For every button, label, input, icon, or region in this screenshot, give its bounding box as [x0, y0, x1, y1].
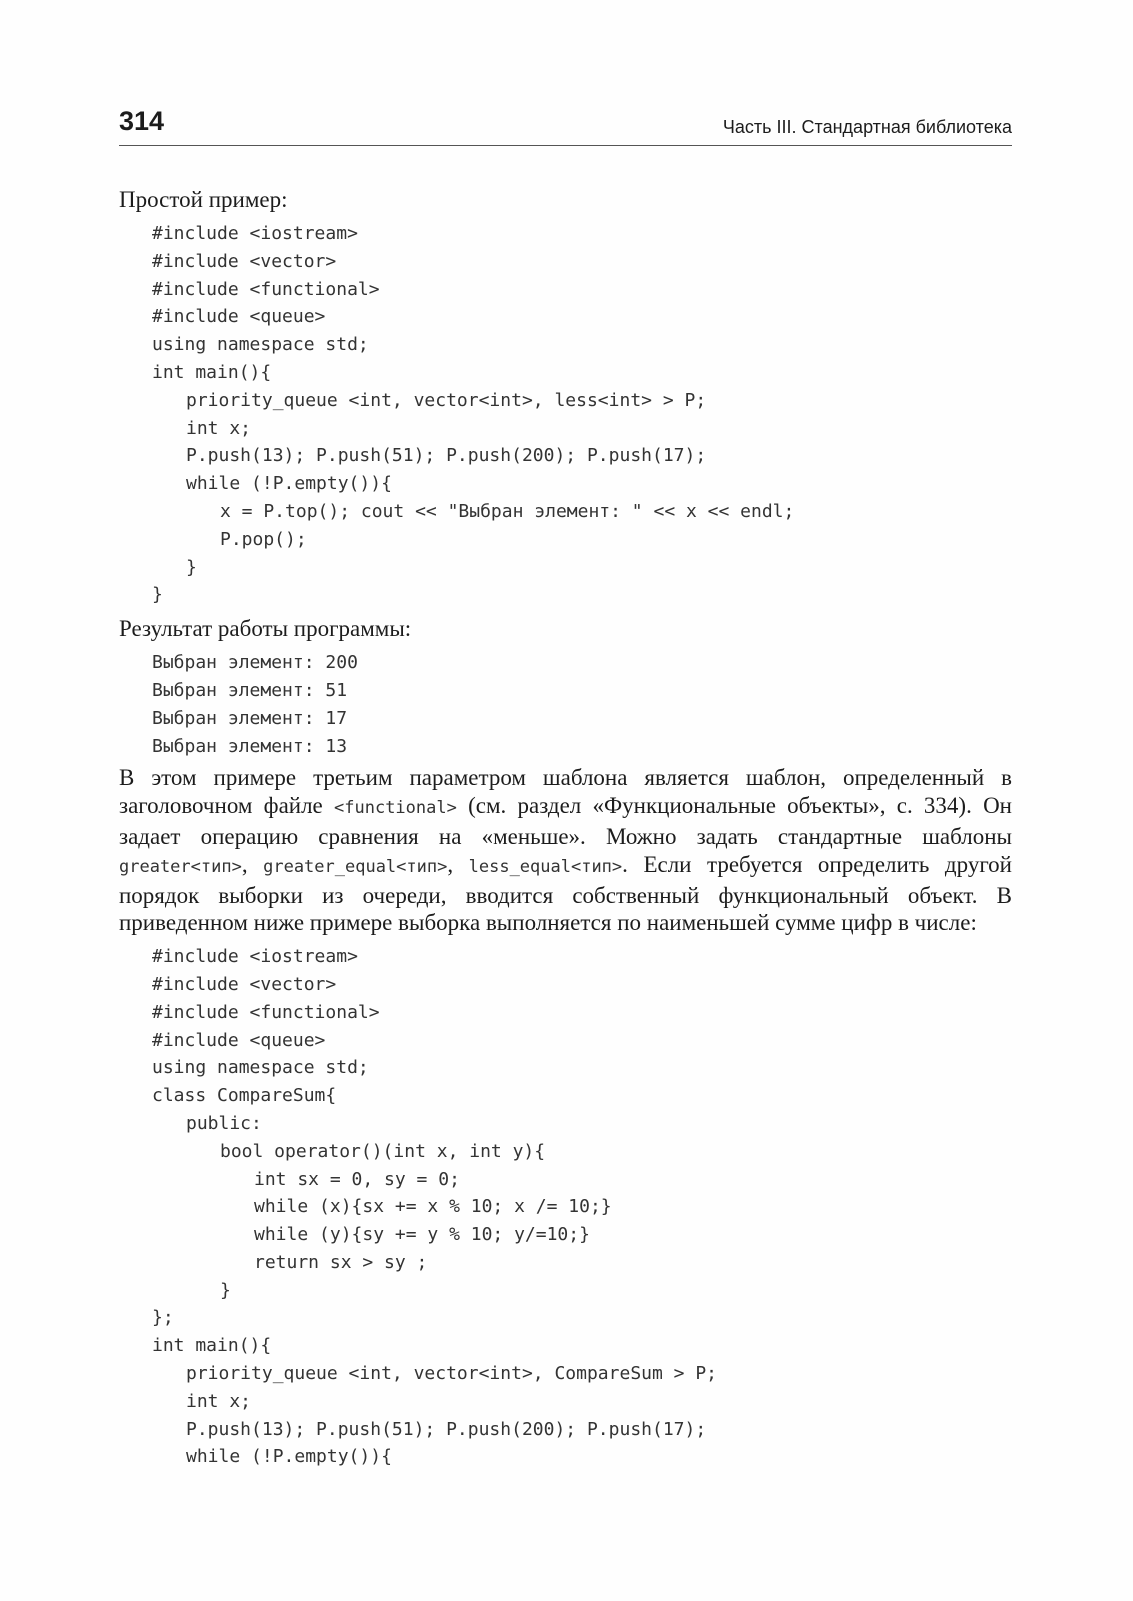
code-line: }	[220, 1279, 231, 1301]
page-content	[119, 186, 1012, 1471]
code-line: #include <iostream>	[152, 223, 358, 244]
paragraph-text: (см. раздел «Функциональные объекты», с. 334). Он задает операцию сравнения на «меньше». Можно задать стандартные шаблоны	[119, 793, 1012, 849]
inline-code: greater<тип>	[119, 856, 242, 877]
code-block-1	[119, 220, 1012, 609]
code-line: priority_queue <int, vector<int>, CompareSum > P;	[186, 1363, 718, 1385]
code-line: #include <functional>	[152, 1001, 380, 1023]
code-line: P.pop();	[220, 528, 307, 550]
code-line: while (!P.empty()){	[186, 473, 392, 495]
code-line: using namespace std;	[152, 1057, 369, 1079]
code-line: };	[152, 1307, 174, 1329]
code-line: x = P.top(); cout << "Выбран элемент: " << x << endl;	[220, 500, 795, 522]
result-label: Результат работы программы:	[119, 616, 412, 642]
code-line: while (y){sy += y % 10; y/=10;}	[254, 1224, 590, 1246]
code-line: }	[152, 584, 163, 606]
code-line: Выбран элемент: 51	[152, 679, 348, 701]
code-line: Выбран элемент: 200	[152, 652, 358, 674]
code-line: #include <queue>	[152, 1029, 326, 1051]
inline-code: less_equal<тип>	[468, 856, 623, 877]
code-line: #include <vector>	[152, 250, 337, 272]
page-number: 314	[119, 106, 165, 136]
paragraph-separator: ,	[241, 851, 264, 877]
paragraph-text: . Если требуется определить другой порядок выборки из очереди, вводится собственный функциональный объект. В приведенном ниже примере выборка выполняется по наименьшей сумме цифр в числе:	[119, 851, 1012, 936]
code-line: int main(){	[152, 361, 272, 383]
code-line: #include <vector>	[152, 973, 337, 995]
paragraph-text: В этом примере третьим параметром шаблона является шаблон, определенный в заголовочном файле	[119, 765, 1012, 819]
code-line: class CompareSum{	[152, 1085, 337, 1107]
code-line: Выбран элемент: 17	[152, 707, 348, 729]
code-line: int x;	[186, 417, 252, 439]
code-line: using namespace std;	[152, 334, 369, 356]
code-line: #include <functional>	[152, 278, 380, 300]
page-header	[119, 105, 1012, 146]
code-line: while (x){sx += x % 10; x /= 10;}	[254, 1196, 612, 1218]
code-line: int main(){	[152, 1335, 272, 1357]
code-line: priority_queue <int, vector<int>, less<int> > P;	[186, 389, 707, 411]
code-line: return sx > sy ;	[254, 1251, 428, 1273]
code-line: public:	[186, 1112, 262, 1134]
intro-label: Простой пример:	[119, 187, 288, 212]
code-line: P.push(13); P.push(51); P.push(200); P.push(17);	[186, 1418, 707, 1440]
running-head: Часть III. Стандартная библиотека	[722, 117, 1012, 137]
inline-code: <functional>	[334, 798, 457, 819]
paragraph-separator: ,	[447, 851, 469, 877]
code-line: int x;	[186, 1390, 252, 1412]
code-block-2	[119, 943, 1012, 1471]
body-paragraph	[119, 764, 1012, 937]
code-line: Выбран элемент: 13	[152, 735, 348, 757]
inline-code: greater_equal<тип>	[263, 856, 448, 877]
code-line: bool operator()(int x, int y){	[220, 1140, 546, 1162]
code-line: #include <queue>	[152, 306, 326, 328]
code-line: P.push(13); P.push(51); P.push(200); P.push(17);	[186, 445, 707, 467]
code-line: while (!P.empty()){	[186, 1446, 392, 1468]
code-line: int sx = 0, sy = 0;	[254, 1168, 460, 1190]
code-line: }	[186, 556, 197, 578]
code-line: #include <iostream>	[152, 946, 358, 968]
program-output-block	[119, 649, 1012, 760]
